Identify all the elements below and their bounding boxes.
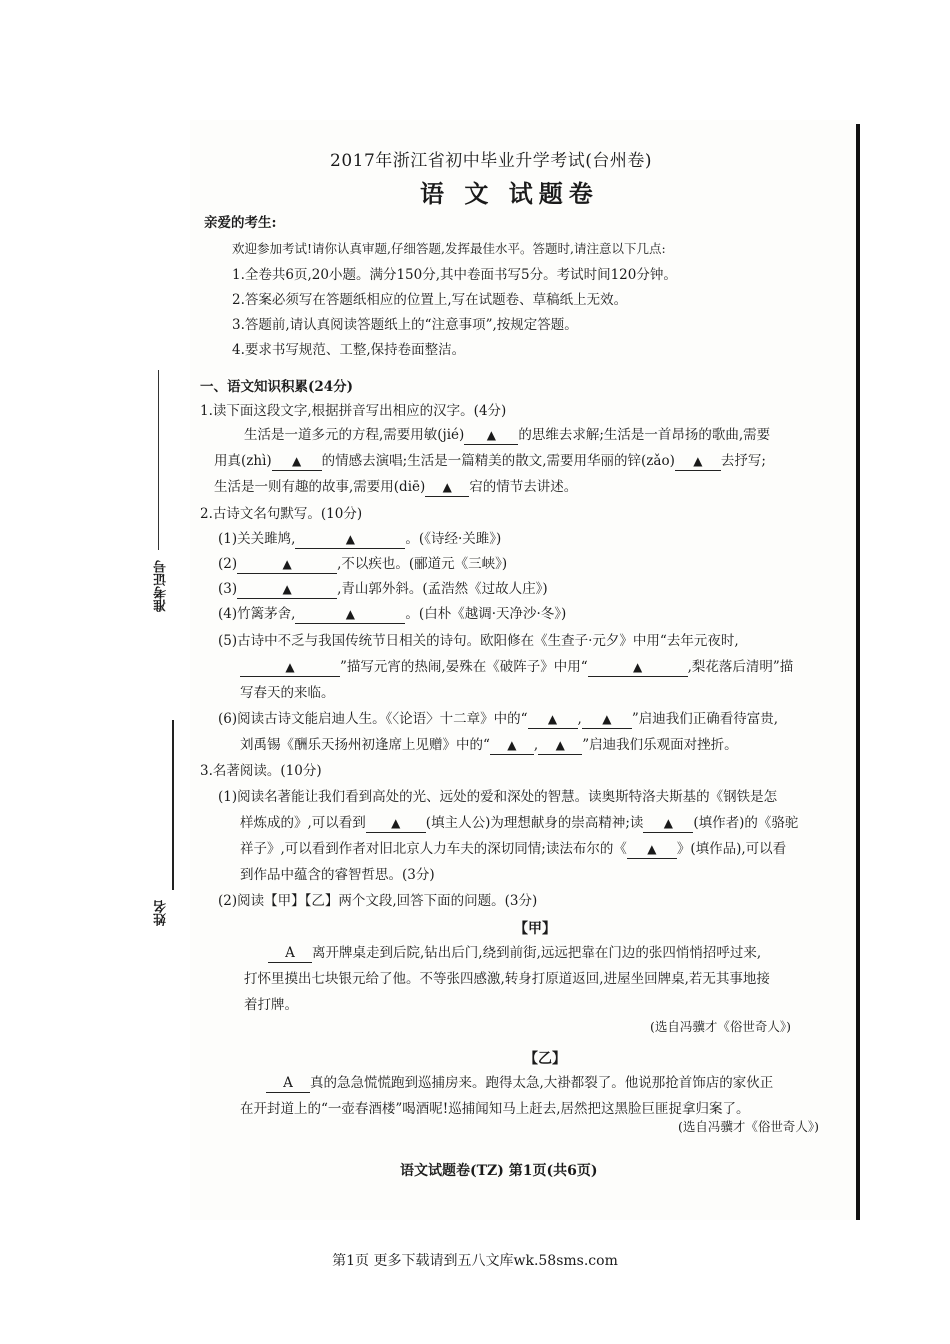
q3-part-1-line-4: 到作品中蕴含的睿智哲思。(3分) (240, 867, 435, 883)
answer-blank[interactable]: ▲ (425, 478, 469, 497)
exam-subtitle: 语 文 试题卷 (420, 179, 599, 208)
q2-item-5-line-2: ▲ ”描写元宵的热闹,晏殊在《破阵子》中用“ ▲ ,梨花落后清明”描 (240, 658, 793, 677)
answer-blank[interactable]: ▲ (240, 658, 340, 677)
q2-item-4: (4)竹篱茅舍, ▲ 。(白朴《越调·天净沙·冬》) (218, 606, 567, 622)
exam-number-line (158, 370, 159, 550)
site-footer: 第1页 更多下载请到五八文库wk.58sms.com (332, 1253, 618, 1269)
q2-item-3: (3) ▲ ,青山郭外斜。(孟浩然《过故人庄》) (218, 581, 548, 597)
q1-line-3: 生活是一则有趣的故事,需要用(diē) ▲ 宕的情节去讲述。 (214, 479, 578, 495)
q3-part-1-line-2: 样炼成的》,可以看到 ▲ (填主人公)为理想献身的崇高精神;读 ▲ (填作者)的《骆驼 (240, 815, 799, 831)
passage-yi-source: (选自冯骥才《俗世奇人》) (678, 1119, 820, 1134)
answer-blank[interactable]: ▲ (272, 452, 322, 471)
passage-jia-label: 【甲】 (514, 921, 556, 937)
q1-line-2: 用真(zhì) ▲ 的情感去演唱;生活是一篇精美的散文,需要用华丽的锌(zǎo) ▲ 去抒写; (214, 453, 766, 469)
answer-blank[interactable]: ▲ (675, 452, 721, 471)
answer-blank[interactable]: ▲ (490, 736, 534, 755)
answer-blank[interactable]: ▲ (643, 814, 693, 833)
q1-line-1: 生活是一道多元的方程,需要用敏(jié) ▲ 的思维去求解;生活是一首昂扬的歌曲,需要 (244, 427, 771, 443)
answer-blank[interactable]: ▲ (582, 710, 632, 729)
answer-blank[interactable]: ▲ (237, 555, 337, 574)
notice-greeting: 亲爱的考生: (204, 215, 277, 231)
notice-intro: 欢迎参加考试!请你认真审题,仔细答题,发挥最佳水平。答题时,请注意以下几点: (232, 241, 666, 256)
exam-page-footer: 语文试题卷(TZ) 第1页(共6页) (400, 1163, 598, 1179)
name-label: 姓名 (154, 900, 169, 926)
passage-jia-blank[interactable]: A (268, 944, 312, 963)
q3-part-2: (2)阅读【甲】【乙】两个文段,回答下面的问题。(3分) (218, 893, 538, 909)
q2-item-6-line-2: 刘禹锡《酬乐天扬州初逢席上见赠》中的“ ▲ , ▲ ”启迪我们乐观面对挫折。 (240, 737, 738, 753)
passage-yi-line-1: A 真的急急慌慌跑到巡捕房来。跑得太急,大褂都裂了。他说那抢首饰店的家伙正 (266, 1074, 773, 1093)
name-line (172, 720, 174, 890)
notice-item-2: 2.答案必须写在答题纸相应的位置上,写在试题卷、草稿纸上无效。 (232, 292, 628, 308)
passage-yi-line-2: 在开封道上的“一壶春酒楼”喝酒呢!巡捕闻知马上赶去,居然把这黑脸巨匪捉拿归案了。 (240, 1101, 750, 1117)
exam-title: 2017年浙江省初中毕业升学考试(台州卷) (330, 151, 653, 171)
passage-jia-line-3: 着打牌。 (244, 997, 298, 1013)
answer-blank[interactable]: ▲ (528, 710, 578, 729)
notice-item-4: 4.要求书写规范、工整,保持卷面整洁。 (232, 342, 466, 358)
answer-blank[interactable]: ▲ (295, 605, 405, 624)
q3-stem: 3.名著阅读。(10分) (200, 763, 322, 779)
binding-line (856, 124, 860, 1220)
answer-blank[interactable]: ▲ (295, 530, 405, 549)
answer-blank[interactable]: ▲ (538, 736, 582, 755)
passage-jia-line-2: 打怀里摸出七块银元给了他。不等张四感激,转身打原道返回,进屋坐回牌桌,若无其事地接 (244, 971, 770, 987)
q2-item-5-line-3: 写春天的来临。 (240, 685, 335, 701)
q3-part-1-line-3: 祥子》,可以看到作者对旧北京人力车夫的深切同情;读法布尔的《 ▲ 》(填作品),可以看 (240, 841, 787, 857)
answer-blank[interactable]: ▲ (588, 658, 688, 677)
q2-item-5-line-1: (5)古诗中不乏与我国传统节日相关的诗句。欧阳修在《生查子·元夕》中用“去年元夜时, (218, 633, 739, 649)
answer-blank[interactable]: ▲ (366, 814, 426, 833)
passage-yi-blank[interactable]: A (266, 1074, 310, 1093)
q2-item-6-line-1: (6)阅读古诗文能启迪人生。《〈论语〉十二章》中的“ ▲ , ▲ ”启迪我们正确看待富贵, (218, 711, 779, 727)
q2-item-2: (2) ▲ ,不以疾也。(郦道元《三峡》) (218, 556, 508, 572)
passage-jia-source: (选自冯骥才《俗世奇人》) (650, 1019, 792, 1034)
q3-part-1-line-1: (1)阅读名著能让我们看到高处的光、远处的爱和深处的智慧。读奥斯特洛夫斯基的《钢铁是怎 (218, 789, 778, 805)
answer-blank[interactable]: ▲ (237, 580, 337, 599)
exam-number-label: 准考证号 (154, 560, 169, 612)
section-heading: 一、语文知识积累(24分) (200, 379, 354, 395)
notice-item-1: 1.全卷共6页,20小题。满分150分,其中卷面书写5分。考试时间120分钟。 (232, 267, 677, 283)
q2-stem: 2.古诗文名句默写。(10分) (200, 506, 363, 522)
passage-jia-line-1: A 离开牌桌走到后院,钻出后门,绕到前街,远远把靠在门边的张四悄悄招呼过来, (268, 944, 761, 963)
answer-blank[interactable]: ▲ (464, 426, 518, 445)
q1-stem: 1.读下面这段文字,根据拼音写出相应的汉字。(4分) (200, 403, 507, 419)
q2-item-1: (1)关关雎鸠, ▲ 。(《诗经·关雎》) (218, 531, 502, 547)
passage-yi-label: 【乙】 (524, 1051, 566, 1067)
notice-item-3: 3.答题前,请认真阅读答题纸上的“注意事项”,按规定答题。 (232, 317, 578, 333)
answer-blank[interactable]: ▲ (627, 840, 677, 859)
